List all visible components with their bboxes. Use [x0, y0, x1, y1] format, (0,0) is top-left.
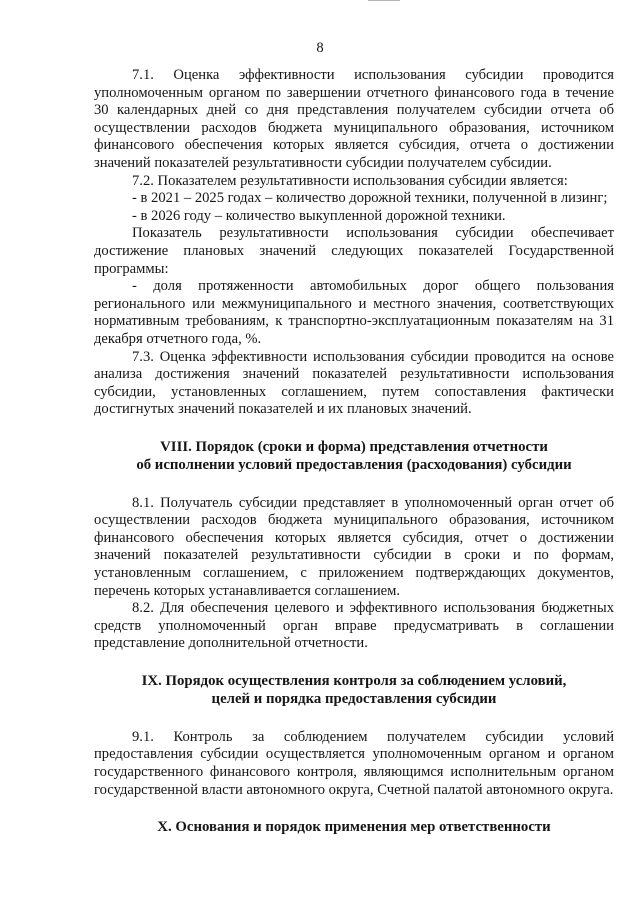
page-number: 8	[316, 40, 324, 56]
scan-edge-mark	[368, 0, 400, 1]
paragraph-7-2: 7.2. Показателем результативности использования субсидии является:	[132, 172, 568, 189]
indicator-item-2021-2025: - в 2021 – 2025 годах – количество дорожной техники, полученной в лизинг;	[132, 190, 608, 207]
section-9-heading-line-1: IX. Порядок осуществления контроля за соблюдением условий,	[141, 673, 567, 690]
paragraph-8-1: 8.1. Получатель субсидии представляет в уполномоченный орган отчет об осуществлении расходов бюджета муниципального образования, источником финансового обеспечения которых является субсидия, отчет о достижении значений показателей результативности субсидии в сроки и по формам, установленным соглашением, с приложением подтверждающих документов, перечень которых устанавливается соглашением.	[94, 494, 614, 599]
section-10-heading: X. Основания и порядок применения мер ответственности	[157, 819, 551, 836]
document-body	[94, 67, 614, 837]
paragraph-8-2: 8.2. Для обеспечения целевого и эффективного использования бюджетных средств уполномоченный орган вправе предусматривать в соглашении представление дополнительной отчетности.	[94, 600, 614, 652]
paragraph-7-1: 7.1. Оценка эффективности использования субсидии проводится уполномоченным органом по завершении отчетного финансового года в течение 30 календарных дней со дня представления получателем субсидии отчета об осуществлении расходов бюджета муниципального образования, источником финансового обеспечения которых является субсидия, отчета о достижении значений показателей результативности субсидии получателем субсидии.	[94, 67, 614, 171]
section-8-heading-line-2: об исполнении условий предоставления (расходования) субсидии	[136, 457, 572, 474]
section-8-heading-line-1: VIII. Порядок (сроки и форма) представления отчетности	[160, 438, 548, 455]
paragraph-indicator-goal: Показатель результативности использования субсидии обеспечивает достижение плановых значений следующих показателей Государственной программы:	[94, 225, 614, 277]
program-indicator-item: - доля протяженности автомобильных дорог общего пользования регионального или межмуниципального и местного значения, соответствующих нормативным требованиям, к транспортно-эксплуатационным показателям на 31 декабря отчетного года, %.	[94, 278, 614, 347]
paragraph-7-3: 7.3. Оценка эффективности использования субсидии проводится на основе анализа достижения значений показателей результативности использования субсидии, установленных соглашением, путем сопоставления фактически достигнутых значений показателей и их плановых значений.	[94, 348, 614, 418]
section-9-heading-line-2: целей и порядка предоставления субсидии	[211, 691, 497, 708]
paragraph-9-1: 9.1. Контроль за соблюдением получателем субсидии условий предоставления субсидии осуществляется уполномоченным органом и органом государственного финансового контроля, являющимся исполнительным органом государственной власти автономного округа, Счетной палатой автономного округа.	[94, 728, 614, 798]
indicator-item-2026: - в 2026 году – количество выкупленной дорожной техники.	[132, 207, 506, 224]
